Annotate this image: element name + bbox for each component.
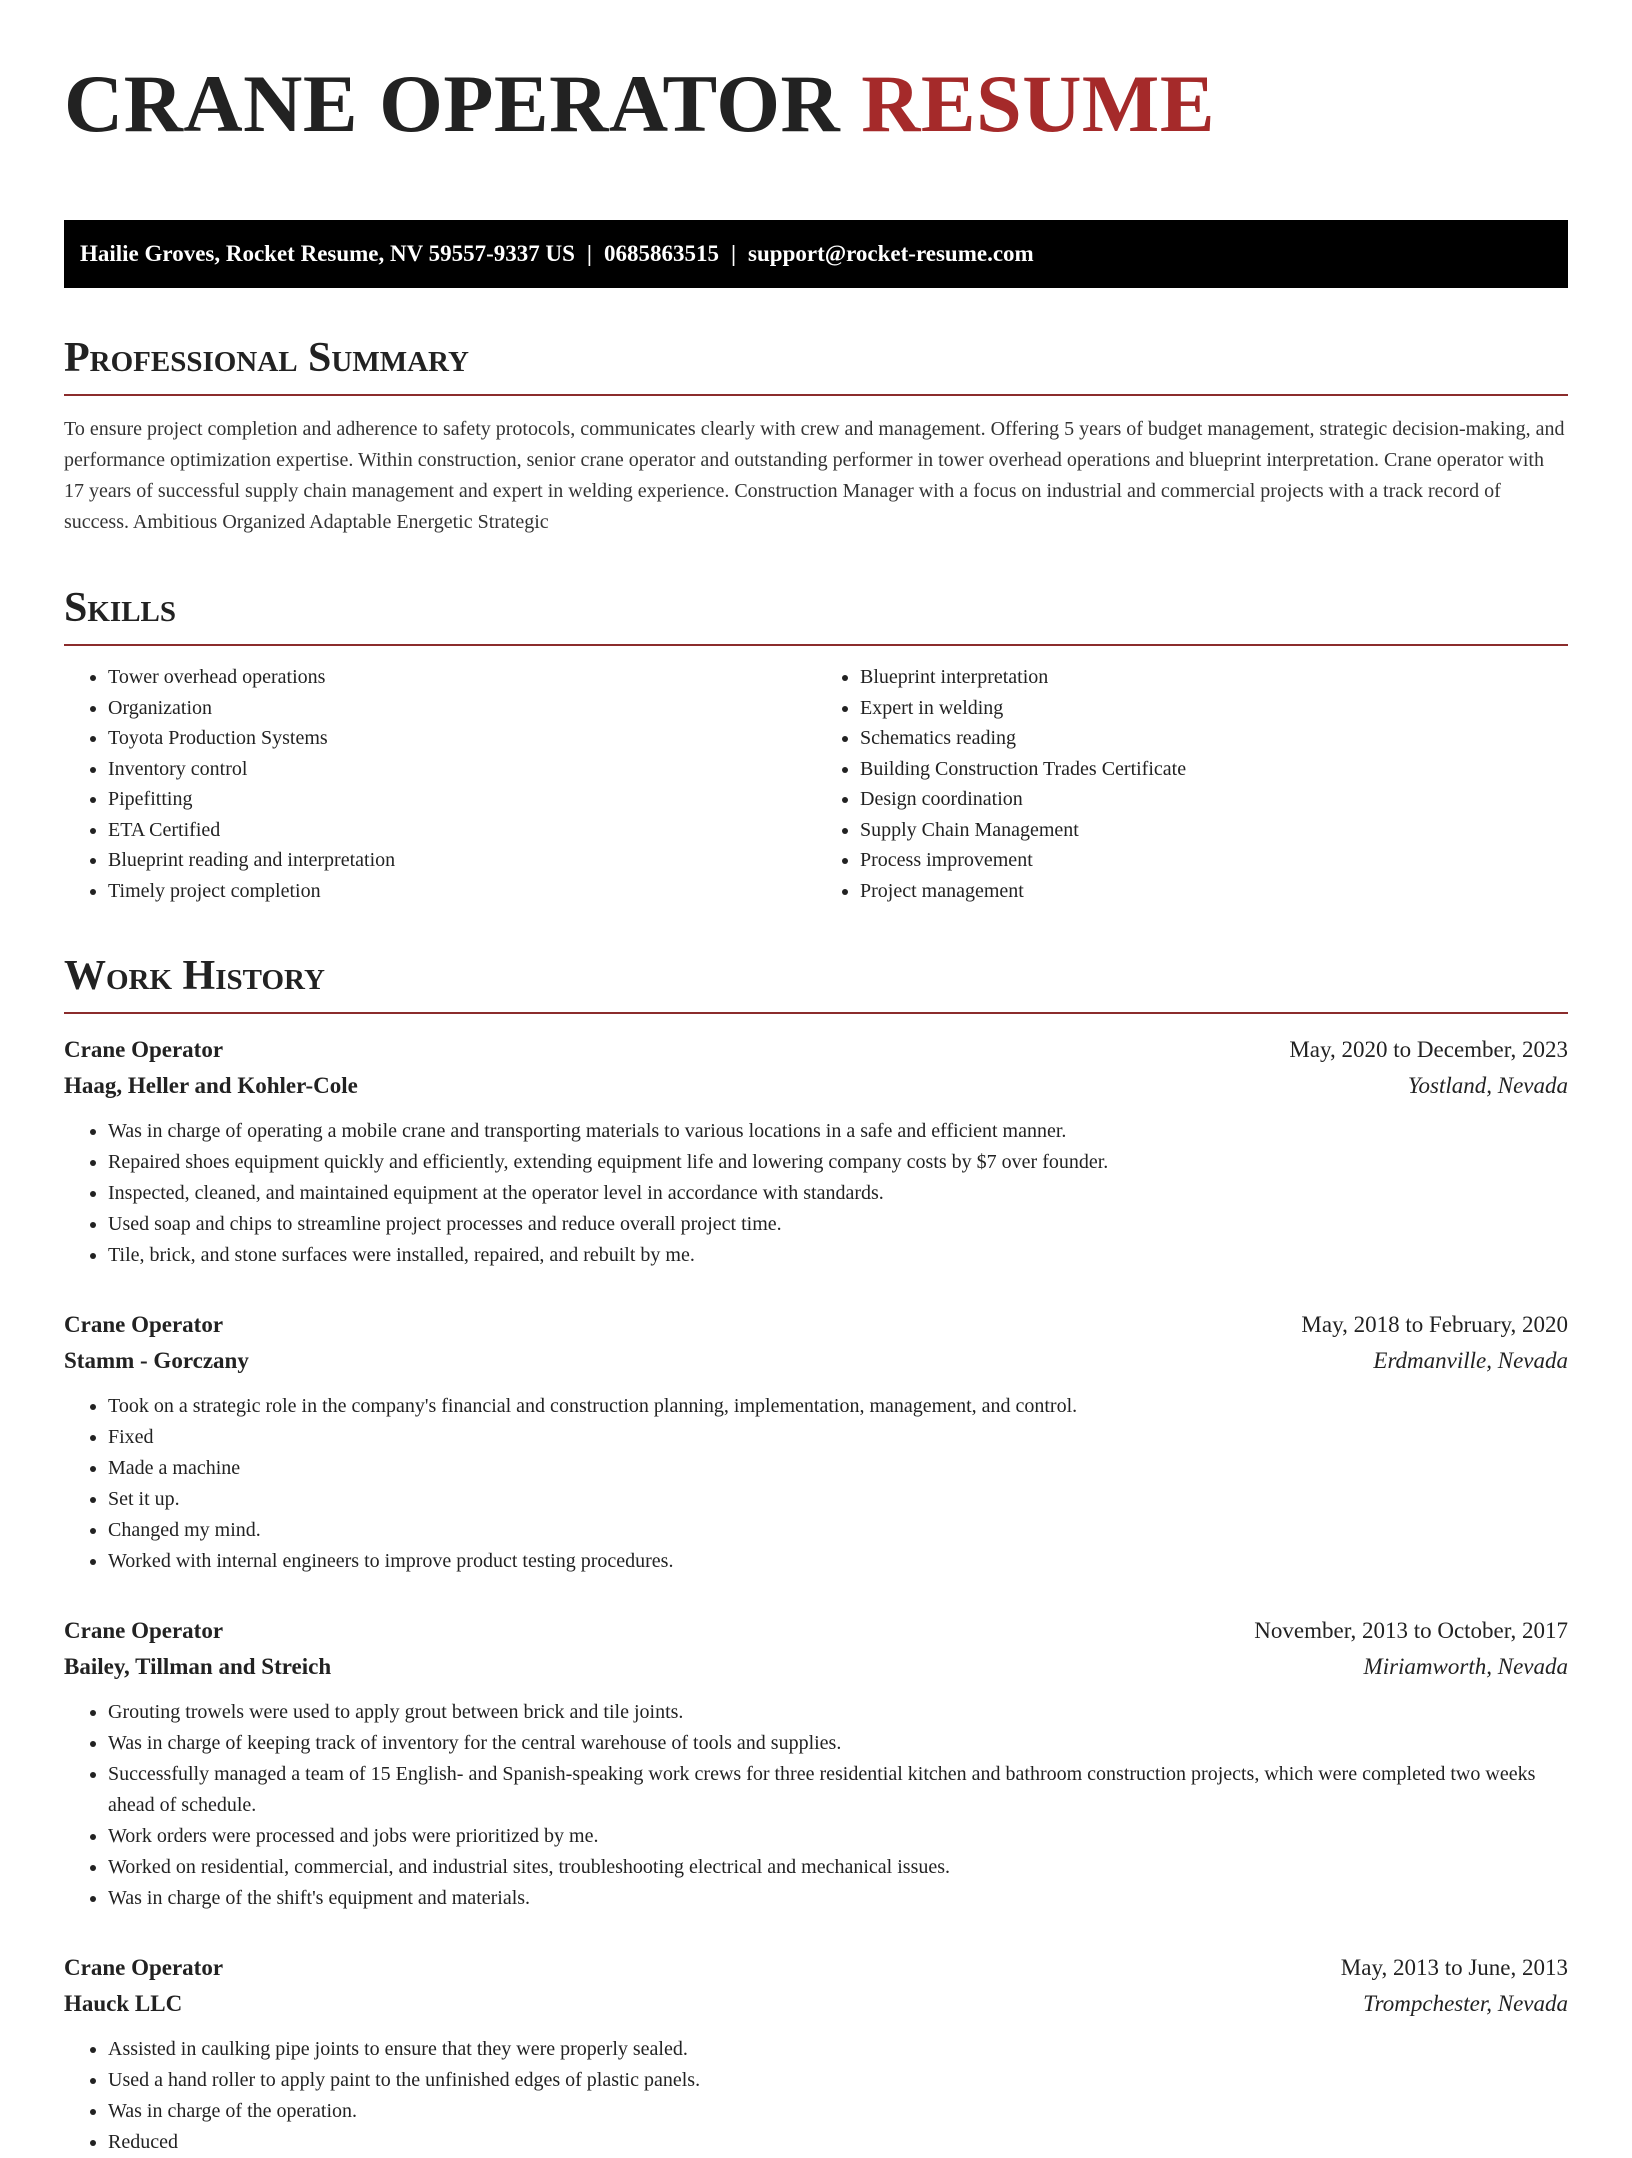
title-accent: RESUME [861,58,1216,149]
job-title: Crane Operator [64,1312,224,1337]
skill-item: • Expert in welding [860,693,1568,724]
job-bullets [64,1391,1568,1577]
job-header-row [64,1950,1568,1986]
contact-separator: | [730,241,737,266]
skill-item: • Inventory control [108,754,816,785]
skill-item: • Tower overhead operations [108,662,816,693]
job-bullet: • Worked with internal engineers to improve product testing procedures. [108,1546,1568,1577]
job-entry [64,1950,1568,2158]
contact-bar [64,220,1568,288]
job-company: Stamm - Gorczany [64,1348,249,1373]
job-bullet: • Fixed [108,1422,1568,1453]
contact-email: support@rocket-resume.com [748,241,1034,266]
skills-list-left [64,662,816,906]
skills-list-right [816,662,1568,906]
skill-item: • Blueprint reading and interpretation [108,845,816,876]
job-bullet: • Used a hand roller to apply paint to the unfinished edges of plastic panels. [108,2065,1568,2096]
job-bullet: • Was in charge of the operation. [108,2096,1568,2127]
job-bullet: • Was in charge of keeping track of inventory for the central warehouse of tools and supplies. [108,1728,1568,1759]
job-company-row [64,1986,1568,2022]
job-bullets [64,2034,1568,2158]
job-bullet: • Made a machine [108,1453,1568,1484]
skill-item: • Process improvement [860,845,1568,876]
job-location: Yostland, Nevada [1407,1073,1568,1098]
skill-item: • Supply Chain Management [860,815,1568,846]
skill-item: • Building Construction Trades Certificate [860,754,1568,785]
job-bullets [64,1116,1568,1271]
job-bullet: • Inspected, cleaned, and maintained equipment at the operator level in accordance with standards. [108,1178,1568,1209]
summary-section [64,334,1568,538]
skill-item: • Toyota Production Systems [108,723,816,754]
resume-title [64,58,1568,150]
skills-columns [64,662,1568,906]
job-bullet: • Was in charge of operating a mobile crane and transporting materials to various locations in a safe and efficient manner. [108,1116,1568,1147]
skill-item: • Schematics reading [860,723,1568,754]
job-bullet: • Successfully managed a team of 15 English- and Spanish-speaking work crews for three residential kitchen and bathroom construction projects, which were completed two weeks ahead of schedule. [108,1759,1568,1821]
job-header-row [64,1307,1568,1343]
job-company: Haag, Heller and Kohler-Cole [64,1073,358,1098]
summary-heading: Professional Summary [64,334,1568,396]
job-company-row [64,1649,1568,1685]
job-bullets [64,1697,1568,1914]
job-bullet: • Work orders were processed and jobs were prioritized by me. [108,1821,1568,1852]
skills-heading: Skills [64,584,1568,646]
job-entry [64,1307,1568,1577]
work-history-list [64,1032,1568,2158]
job-header-row [64,1032,1568,1068]
skill-item: • Organization [108,693,816,724]
contact-separator: | [586,241,592,266]
job-entry [64,1032,1568,1271]
skill-item: • Design coordination [860,784,1568,815]
job-dates: May, 2013 to June, 2013 [1340,1955,1568,1980]
skill-item: • Project management [860,876,1568,907]
job-bullet: • Reduced [108,2127,1568,2158]
job-title: Crane Operator [64,1618,224,1643]
job-bullet: • Repaired shoes equipment quickly and efficiently, extending equipment life and lowering company costs by $7 over founder. [108,1147,1568,1178]
job-company-row [64,1068,1568,1104]
job-bullet: • Was in charge of the shift's equipment and materials. [108,1883,1568,1914]
job-bullet: • Worked on residential, commercial, and industrial sites, troubleshooting electrical and mechanical issues. [108,1852,1568,1883]
contact-phone: 0685863515 [603,241,719,266]
work-section [64,952,1568,2158]
skill-item: • Blueprint interpretation [860,662,1568,693]
job-location: Trompchester, Nevada [1363,1991,1568,2016]
job-bullet: • Used soap and chips to streamline project processes and reduce overall project time. [108,1209,1568,1240]
job-company: Bailey, Tillman and Streich [64,1654,332,1679]
skill-item: • ETA Certified [108,815,816,846]
job-bullet: • Assisted in caulking pipe joints to ensure that they were properly sealed. [108,2034,1568,2065]
job-bullet: • Changed my mind. [108,1515,1568,1546]
job-entry [64,1613,1568,1914]
job-location: Miriamworth, Nevada [1363,1654,1568,1679]
skills-section [64,584,1568,906]
job-bullet: • Grouting trowels were used to apply grout between brick and tile joints. [108,1697,1568,1728]
job-header-row [64,1613,1568,1649]
job-company-row [64,1343,1568,1379]
job-title: Crane Operator [64,1955,224,1980]
contact-address: Hailie Groves, Rocket Resume, NV 59557-9337 US [80,241,575,266]
job-title: Crane Operator [64,1037,224,1062]
job-location: Erdmanville, Nevada [1373,1348,1568,1373]
job-bullet: • Took on a strategic role in the company's financial and construction planning, implementation, management, and control. [108,1391,1568,1422]
title-main: CRANE OPERATOR [64,58,841,149]
skill-item: • Timely project completion [108,876,816,907]
summary-text: To ensure project completion and adherence to safety protocols, communicates clearly with crew and management. Offering 5 years of budget management, strategic decision-making, and performance optimization expertise. Within construction, senior crane operator and outstanding performer in tower overhead operations and blueprint interpretation. Crane operator with 17 years of successful supply chain management and expert in welding experience. Construction Manager with a focus on industrial and commercial projects with a track record of success. Ambitious Organized Adaptable Energetic Strategic [64,418,1565,533]
job-bullet: • Tile, brick, and stone surfaces were installed, repaired, and rebuilt by me. [108,1240,1568,1271]
skill-item: • Pipefitting [108,784,816,815]
job-dates: November, 2013 to October, 2017 [1254,1618,1568,1643]
work-heading: Work History [64,952,1568,1014]
job-company: Hauck LLC [64,1991,183,2016]
job-bullet: • Set it up. [108,1484,1568,1515]
job-dates: May, 2020 to December, 2023 [1289,1037,1568,1062]
job-dates: May, 2018 to February, 2020 [1301,1312,1568,1337]
